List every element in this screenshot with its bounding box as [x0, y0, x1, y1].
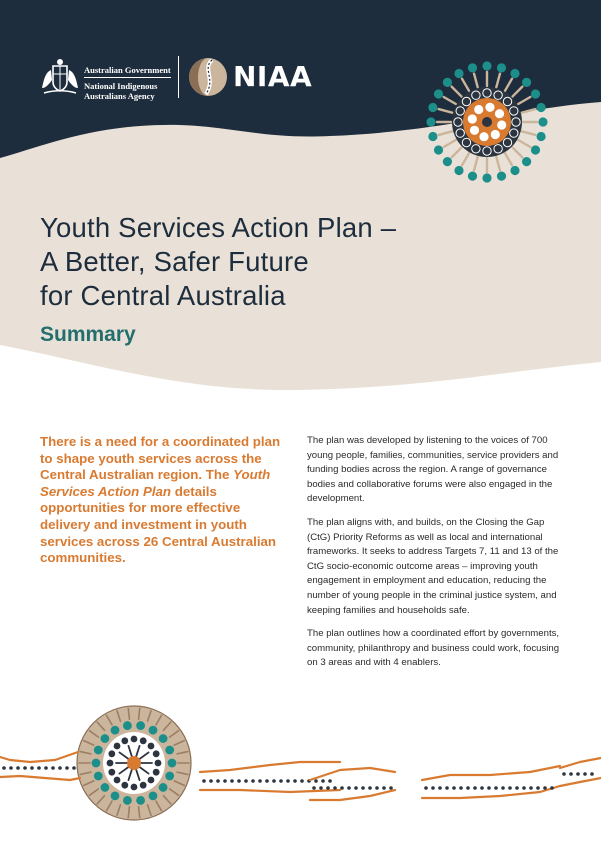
motif-bottom-teal-dot: [159, 783, 168, 792]
track-mid2-dot: [361, 786, 365, 790]
lead-paragraph: [40, 434, 290, 567]
motif-top-spoke: [496, 157, 500, 171]
track-right-dot: [473, 786, 477, 790]
track-mid2-dot: [382, 786, 386, 790]
track-right-dot: [508, 786, 512, 790]
track-right-dot: [494, 786, 498, 790]
motif-bottom-teal-dot: [136, 796, 145, 805]
track-mid-dot: [230, 779, 234, 783]
track-left-dot: [51, 766, 55, 770]
motif-top-teal-dot: [428, 103, 437, 112]
motif-top-inner-white-dot: [468, 114, 477, 123]
motif-bottom-teal-dot: [100, 734, 109, 743]
track-left-dot: [44, 766, 48, 770]
motif-bottom-dark-dot: [140, 782, 147, 789]
track-right2-dot: [562, 772, 566, 776]
track-mid2-dot: [389, 786, 393, 790]
motif-bottom-dark-dot: [114, 743, 121, 750]
track-right-dot: [529, 786, 533, 790]
motif-bottom-teal-dot: [136, 721, 145, 730]
track-mid-dot: [202, 779, 206, 783]
motif-top-ring-dot: [512, 118, 520, 126]
motif-top-ring-dot: [456, 107, 464, 115]
track-right-dot: [487, 786, 491, 790]
motif-top-teal-dot: [536, 103, 545, 112]
track-right-dot: [543, 786, 547, 790]
motif-top-inner-white-dot: [495, 109, 504, 118]
motif-bottom-dark-dot: [108, 750, 115, 757]
motif-bottom-center-dot: [127, 756, 141, 770]
motif-bottom-dark-dot: [155, 760, 162, 767]
motif-top-inner-white-dot: [479, 132, 488, 141]
motif-top-teal-dot: [482, 173, 491, 182]
motif-top-spoke: [452, 147, 462, 157]
motif-bottom-teal-dot: [159, 734, 168, 743]
motif-top-ring-dot: [462, 138, 470, 146]
track-left-dot: [58, 766, 62, 770]
motif-bottom-dark-dot: [131, 736, 138, 743]
motif-top-teal-dot: [510, 69, 519, 78]
motif-top-spoke: [505, 79, 512, 91]
niaa-mark-icon: [188, 57, 228, 97]
motif-top-ring-dot: [510, 129, 518, 137]
track-left-upper-line: [0, 752, 78, 762]
track-mid-dot: [237, 779, 241, 783]
track-mid-lower-line: [200, 790, 340, 792]
motif-bottom-teal-dot: [92, 759, 101, 768]
track-left-dot: [65, 766, 69, 770]
agency-line-1: National Indigenous: [84, 81, 158, 91]
track-mid-dot: [216, 779, 220, 783]
motif-top-spoke: [462, 153, 469, 165]
track-right2-dot: [590, 772, 594, 776]
track-mid-dot: [328, 779, 332, 783]
motif-top-spoke: [439, 109, 453, 113]
motif-bottom-dark-dot: [121, 782, 128, 789]
motif-top-spoke: [512, 147, 522, 157]
motif-top-ring-dot: [462, 97, 470, 105]
motif-top-ring-dot: [454, 118, 462, 126]
motif-top-teal-dot: [443, 157, 452, 166]
track-right-dot: [424, 786, 428, 790]
motif-top-ring-dot: [472, 145, 480, 153]
motif-bottom-teal-dot: [94, 746, 103, 755]
page-title: [40, 211, 480, 313]
motif-bottom-dark-dot: [108, 769, 115, 776]
track-mid2-dot: [333, 786, 337, 790]
motif-top-teal-dot: [454, 69, 463, 78]
motif-top-teal-dot: [468, 63, 477, 72]
motif-top-center-dot: [482, 117, 492, 127]
motif-top-inner-white-dot: [491, 130, 500, 139]
track-right-dot: [550, 786, 554, 790]
track-left-dot: [16, 766, 20, 770]
track-mid2-dot: [319, 786, 323, 790]
track-mid-dot: [223, 779, 227, 783]
track-left-dot: [30, 766, 34, 770]
motif-bottom-teal-dot: [165, 746, 174, 755]
motif-top-spoke: [512, 87, 522, 97]
title-line-2: A Better, Safer Future: [40, 246, 309, 277]
track-right-dot: [452, 786, 456, 790]
motif-top-teal-dot: [497, 63, 506, 72]
track-mid-dot: [258, 779, 262, 783]
track-mid-dot: [321, 779, 325, 783]
gov-title: Australian Government: [84, 65, 171, 78]
motif-top-spoke: [505, 153, 512, 165]
motif-top-teal-dot: [510, 166, 519, 175]
track-right-dot: [466, 786, 470, 790]
track-right-dot: [515, 786, 519, 790]
track-left-dot: [37, 766, 41, 770]
track-right-dot: [438, 786, 442, 790]
motif-bottom-teal-dot: [165, 772, 174, 781]
motif-top-ring-dot: [503, 97, 511, 105]
motif-top-ring-dot: [456, 129, 464, 137]
track-mid2-dot: [340, 786, 344, 790]
motif-top-teal-dot: [522, 157, 531, 166]
motif-bottom-teal-dot: [123, 721, 132, 730]
motif-top-teal-dot: [536, 132, 545, 141]
track-mid-dot: [279, 779, 283, 783]
motif-bottom-teal-dot: [94, 772, 103, 781]
motif-bottom-dark-dot: [140, 737, 147, 744]
motif-top-teal-dot: [538, 117, 547, 126]
motif-top-spoke: [522, 131, 536, 135]
track-mid-dot: [251, 779, 255, 783]
motif-top-spoke: [474, 74, 478, 88]
motif-top-spoke: [518, 97, 530, 104]
track-right-dot: [522, 786, 526, 790]
track-right-dot: [480, 786, 484, 790]
track-mid-dot: [244, 779, 248, 783]
motif-top-spoke: [474, 157, 478, 171]
motif-top-ring-dot: [483, 89, 491, 97]
motif-top-teal-dot: [434, 145, 443, 154]
track-right-dot: [501, 786, 505, 790]
motif-bottom-dark-dot: [153, 769, 160, 776]
motif-top-spoke: [462, 79, 469, 91]
body-paragraph-3: The plan outlines how a coordinated effort by governments, community, philanthropy and business could work, focusing on 3 areas and with 4 enablers.: [307, 628, 560, 669]
motif-top-teal-dot: [428, 132, 437, 141]
track-mid-dot: [209, 779, 213, 783]
motif-top-spoke: [522, 109, 536, 113]
motif-top-teal-dot: [531, 145, 540, 154]
lead-text-1: There is a need for a coordinated plan to shape youth services across the Central Australian region. The: [40, 434, 281, 483]
motif-top-teal-dot: [426, 117, 435, 126]
motif-top-ring-dot: [494, 145, 502, 153]
motif-top-spoke: [496, 74, 500, 88]
track-left-dot: [2, 766, 6, 770]
track-left-lower-line: [0, 776, 80, 780]
motif-top-teal-dot: [482, 61, 491, 70]
motif-bottom-teal-dot: [100, 783, 109, 792]
motif-top-inner-white-dot: [485, 103, 494, 112]
motif-top-teal-dot: [468, 171, 477, 180]
motif-top-inner-white-dot: [497, 120, 506, 129]
motif-top-teal-dot: [434, 89, 443, 98]
motif-bottom-teal-dot: [123, 796, 132, 805]
track-mid2-dot: [375, 786, 379, 790]
motif-top-spoke: [444, 140, 456, 147]
track-mid-dot: [272, 779, 276, 783]
track-mid2-dot: [354, 786, 358, 790]
track-mid2-upper-line: [310, 768, 395, 780]
motif-top-teal-dot: [454, 166, 463, 175]
logo-divider: [178, 56, 179, 98]
track-right-upper-line: [422, 766, 560, 780]
motif-top-ring-dot: [503, 138, 511, 146]
track-mid-upper-line: [200, 762, 340, 772]
track-right2-dot: [576, 772, 580, 776]
track-mid-dot: [286, 779, 290, 783]
motif-bottom-dark-dot: [148, 743, 155, 750]
body-paragraph-2: The plan aligns with, and builds, on the Closing the Gap (CtG) Priority Reforms as well as local and international frameworks. It seeks to address Targets 7, 11 and 13 of the CtG socio-economic outcome areas – improving youth engagement in employment and education, reducing the number of young people in the criminal justice system, and keeping families and households safe.: [307, 516, 559, 616]
agency-line-2: Australians Agency: [84, 91, 155, 101]
subtitle-summary: Summary: [40, 323, 136, 346]
motif-bottom-dark-dot: [131, 784, 138, 791]
motif-top-ring-dot: [483, 147, 491, 155]
track-right-dot: [459, 786, 463, 790]
body-column: [307, 434, 567, 680]
motif-bottom-teal-dot: [168, 759, 177, 768]
motif-bottom-dark-dot: [153, 750, 160, 757]
track-mid2-dot: [326, 786, 330, 790]
government-logo: [40, 58, 180, 100]
lead-text-2: details opportunities for more effective delivery and investment in youth services across 26 Central Australian communities.: [40, 483, 277, 566]
track-right2-upper-line: [560, 758, 601, 768]
track-mid2-dot: [312, 786, 316, 790]
motif-top-spoke: [444, 97, 456, 104]
motif-bottom-teal-dot: [111, 726, 120, 735]
motif-top-ring-dot: [472, 91, 480, 99]
motif-bottom-dark-dot: [114, 777, 121, 784]
track-mid-dot: [265, 779, 269, 783]
track-mid-dot: [300, 779, 304, 783]
track-mid2-dot: [347, 786, 351, 790]
motif-top-inner-white-dot: [474, 105, 483, 114]
track-mid2-dot: [368, 786, 372, 790]
niaa-wordmark: NIAA: [233, 60, 313, 93]
motif-bottom-dark-dot: [121, 737, 128, 744]
title-line-3: for Central Australia: [40, 280, 286, 311]
motif-top-spoke: [518, 140, 530, 147]
motif-top-teal-dot: [522, 78, 531, 87]
coat-of-arms-icon: [40, 58, 80, 96]
motif-top-spoke: [439, 131, 453, 135]
track-left-dot: [72, 766, 76, 770]
motif-top-teal-dot: [443, 78, 452, 87]
track-right-dot: [445, 786, 449, 790]
motif-top-teal-dot: [497, 171, 506, 180]
motif-top-ring-dot: [510, 107, 518, 115]
track-right2-dot: [583, 772, 587, 776]
motif-top-ring-dot: [494, 91, 502, 99]
motif-bottom-dark-dot: [107, 760, 114, 767]
motif-bottom-teal-dot: [111, 792, 120, 801]
body-paragraph-1: The plan was developed by listening to the voices of 700 young people, families, communities, service providers and funding bodies across the region. A range of governance bodies and collaborative forums were also engaged in the development.: [307, 435, 559, 505]
track-left-dot: [23, 766, 27, 770]
motif-top-spoke: [452, 87, 462, 97]
track-right2-dot: [569, 772, 573, 776]
motif-top-inner-white-dot: [470, 126, 479, 135]
motif-bottom-dark-dot: [148, 777, 155, 784]
track-mid-dot: [314, 779, 318, 783]
track-right2-lower-line: [560, 778, 601, 786]
motif-bottom-teal-dot: [149, 792, 158, 801]
track-left-dot: [9, 766, 13, 770]
track-mid-dot: [293, 779, 297, 783]
motif-bottom-teal-dot: [149, 726, 158, 735]
track-right-dot: [536, 786, 540, 790]
track-right-dot: [431, 786, 435, 790]
motif-top-teal-dot: [531, 89, 540, 98]
lead-plan-name: Youth Services Action Plan: [40, 467, 271, 499]
title-line-1: Youth Services Action Plan –: [40, 212, 397, 243]
